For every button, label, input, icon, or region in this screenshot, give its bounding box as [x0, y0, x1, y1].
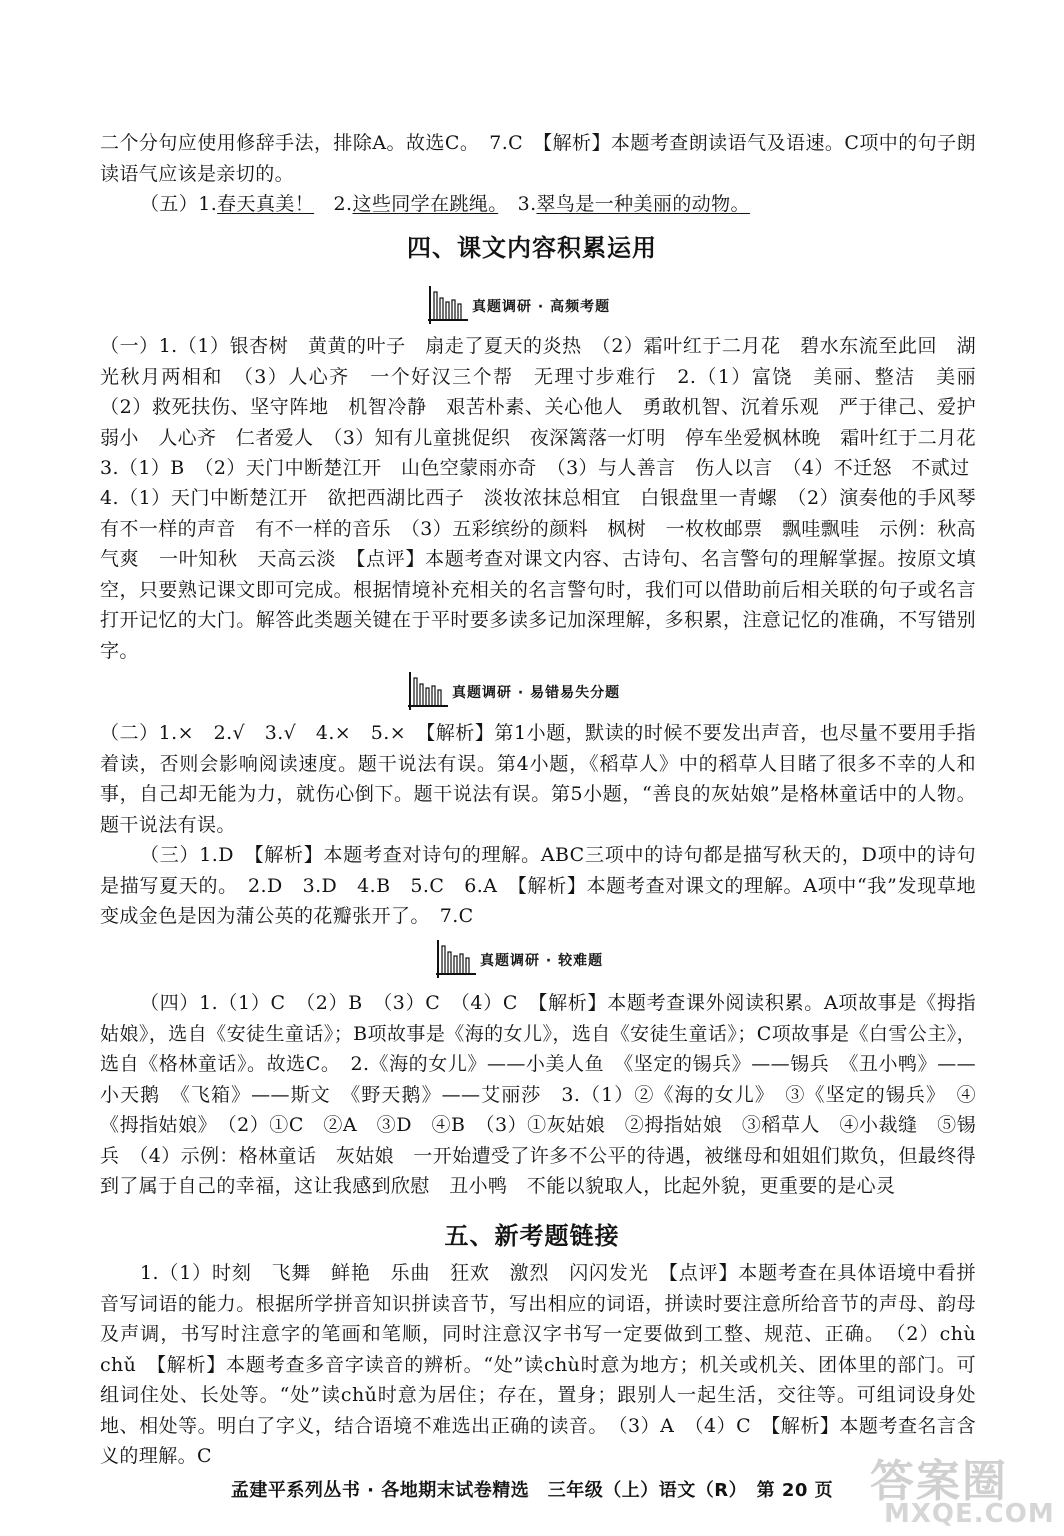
paragraph-section-5-answers: [100, 189, 976, 220]
watermark-url: MXQE.COM: [884, 1499, 1055, 1529]
banner-difficult: [0, 936, 1064, 982]
paragraph-part-2-answers: （二）1.× 2.√ 3.√ 4.× 5.× 【解析】第1小题，默读的时候不要发出声音，也尽量不要用手指着读，否则会影响阅读速度。题干说法有误。第4小题，《稻草人》中的稻草人目睹了很多不幸的人和事，自己却无能为力，就伤心倒下。题干说法有误。第5小题，“善良的灰姑娘”是格林童话中的人物。题干说法有误。: [100, 722, 976, 836]
bar-chart-icon: [436, 936, 480, 982]
answer-sep-2: 3.: [498, 193, 537, 215]
bar-chart-icon: [408, 668, 452, 714]
banner-high-frequency: [0, 282, 1064, 328]
section-heading-4: 四、课文内容积累运用: [407, 233, 657, 262]
paragraph-question-3-answers: 3.（1）B （2）天门中断楚江开 山色空蒙雨亦奇 （3）与人善言 伤人以言 （4）不迁怒 不贰过: [100, 457, 970, 479]
bar-chart-icon: [428, 282, 472, 328]
answer-sep-1: 2.: [314, 193, 353, 215]
paragraph-part-3-answers: （三）1.D 【解析】本题考查对诗句的理解。ABC三项中的诗句都是描写秋天的，D项中的诗句是描写夏天的。 2.D 3.D 4.B 5.C 6.A 【解析】本题考查对课文的理解。A项中“我”发现草地变成金色是因为蒲公英的花瓣张开了。 7.C: [100, 844, 976, 927]
section-heading-5: 五、新考题链接: [444, 1221, 620, 1250]
answer-3: 翠鸟是一种美丽的动物。: [536, 193, 750, 215]
banner-label: 真题调研 · 高频考题: [472, 299, 611, 315]
banner-error-prone: [0, 668, 1064, 714]
watermark-logo: [870, 1445, 1060, 1533]
answer-prefix: （五）1.: [140, 193, 218, 215]
paragraph-part-1-answers: （一）1.（1）银杏树 黄黄的叶子 扇走了夏天的炎热 （2）霜叶红于二月花 碧水东流至此回 湖光秋月两相和 （3）人心齐 一个好汉三个帮 无理寸步难行 2.（1）富饶 美丽、整洁 美丽 （2）救死扶伤、坚守阵地 机智冷静 艰苦朴素、关心他人 勇敢机智、沉着乐观 严于律己、爱护弱小 人心齐 仁者爱人 （3）知有儿童挑促织 夜深篱落一灯明 停车坐爱枫林晚 霜叶红于二月花: [100, 335, 996, 449]
banner-label: 真题调研 · 易错易失分题: [452, 685, 621, 701]
answer-1: 春天真美！: [217, 193, 315, 215]
paragraph-part-4-answers: （四）1.（1）C （2）B （3）C （4）C 【解析】本题考查课外阅读积累。A项故事是《拇指姑娘》，选自《安徒生童话》；B项故事是《海的女儿》，选自《安徒生童话》；C项故事是《白雪公主》，选自《格林童话》。故选C。 2.《海的女儿》——小美人鱼 《坚定的锡兵》——锡兵 《丑小鸭》——小天鹅 《飞箱》——斯文 《野天鹅》——艾丽莎 3.（1）②《海的女儿》 ③《坚定的锡兵》 ④《拇指姑娘》 （2）①C ②A ③D ④B （3）①灰姑娘 ②拇指姑娘 ③稻草人 ④小裁缝 ⑤锡兵 （4）示例：格林童话 灰姑娘 一开始遭受了许多不公平的待遇，被继母和姐姐们欺负，但最终得到了属于自己的幸福，这让我感到欣慰 丑小鸭 不能以貌取人，比起外貌，更重要的是心灵: [100, 992, 976, 1197]
paragraph-new-question-answers: 1.（1）时刻 飞舞 鲜艳 乐曲 狂欢 激烈 闪闪发光 【点评】本题考查在具体语境中看拼音写词语的能力。根据所学拼音知识拼读音节，写出相应的词语，拼读时要注意所给音节的声母、韵母及声调，书写时注意字的笔画和笔顺，同时注意汉字书写一定要做到工整、规范、正确。 （2）chù chǔ 【解析】本题考查多音字读音的辨析。“处”读chù时意为地方；机关或机关、团体里的部门。可组词住处、长处等。“处”读chǔ时意为居住；存在，置身；跟别人一起生活，交往等。可组词设身处地、相处等。明白了字义，结合语境不难选出正确的读音。 （3）A （4）C 【解析】本题考查名言含义的理解。C: [100, 1262, 996, 1467]
watermark-text: 答案圈: [870, 1456, 1008, 1507]
paragraph-answer-continuation: 二个分句应使用修辞手法，排除A。故选C。 7.C 【解析】本题考查朗读语气及语速。C项中的句子朗读语气应该是亲切的。: [100, 132, 976, 185]
banner-label: 真题调研 · 较难题: [480, 953, 604, 969]
page-footer: 孟建平系列丛书 · 各地期末试卷精选 三年级（上）语文（R） 第 20 页: [230, 1480, 834, 1501]
paragraph-question-4-answers: 4.（1）天门中断楚江开 欲把西湖比西子 淡妆浓抹总相宜 白银盘里一青螺 （2）演奏他的手风琴 有不一样的声音 有不一样的音乐 （3）五彩缤纷的颜料 枫树 一枚枚邮票 飘哇飘哇 示例：秋高气爽 一叶知秋 天高云淡 【点评】本题考查对课文内容、古诗句、名言警句的理解掌握。按原文填空，只要熟记课文即可完成。根据情境补充相关的名言警句时，我们可以借助前后相关联的句子或名言打开记忆的大门。解答此类题关键在于平时要多读多记加深理解，多积累，注意记忆的准确，不写错别字。: [100, 487, 996, 662]
answer-2: 这些同学在跳绳。: [352, 193, 499, 215]
